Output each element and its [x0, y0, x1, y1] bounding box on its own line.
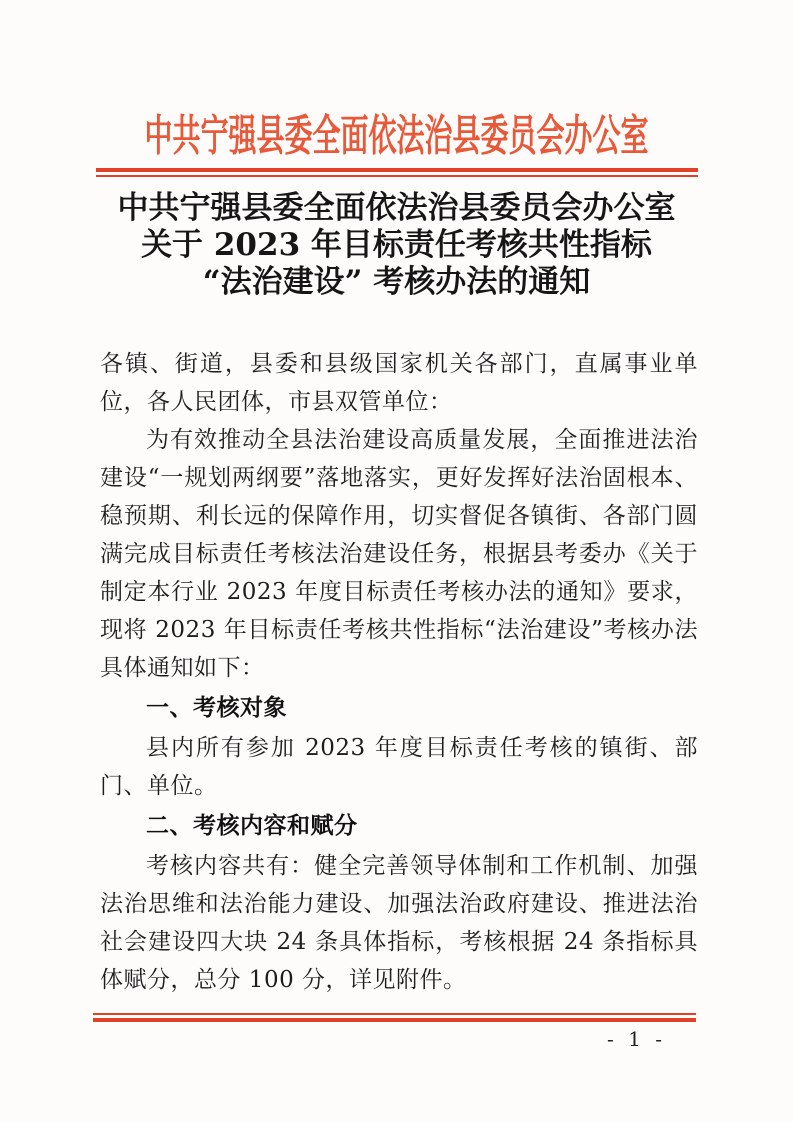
- page-footer: [93, 1013, 696, 1051]
- section-1-heading: 一、考核对象: [146, 695, 287, 721]
- title-line-1: 中共宁强县委全面依法治县委员会办公室: [117, 190, 676, 226]
- page-number: - 1 -: [607, 1027, 666, 1051]
- section-2-paragraph: 考核内容共有：健全完善领导体制和工作机制、加强法治思维和法治能力建设、加强法治政府建设、推进法治社会建设四大块 24 条具体指标，考核根据 24 条指标具体赋分，总分 100 分，详见附件。: [100, 853, 698, 993]
- letterhead-double-rule: [96, 168, 698, 177]
- title-line-2: 关于 2023 年目标责任考核共性指标: [141, 227, 652, 263]
- section-2-heading: 二、考核内容和赋分: [146, 813, 358, 839]
- document-body: [100, 345, 698, 999]
- footer-double-rule: [93, 1013, 696, 1022]
- salutation-line: 各镇、街道，县委和县级国家机关各部门，直属事业单位，各人民团体，市县双管单位：: [100, 351, 698, 415]
- letterhead-org-title: 中共宁强县委全面依法治县委员会办公室: [144, 109, 649, 162]
- section-1-paragraph: 县内所有参加 2023 年度目标责任考核的镇街、部门、单位。: [100, 735, 698, 799]
- document-title: [0, 190, 793, 301]
- intro-paragraph: 为有效推动全县法治建设高质量发展，全面推进法治建设“一规划两纲要”落地落实，更好发挥好法治固根本、稳预期、利长远的保障作用，切实督促各镇街、各部门圆满完成目标责任考核法治建设任务，根据县考委办《关于制定本行业 2023 年度目标责任考核办法的通知》要求，现将 2023 年目标责任考核共性指标“法治建设”考核办法具体通知如下：: [100, 427, 698, 681]
- letterhead-section: [0, 0, 793, 162]
- title-line-3: “法治建设” 考核办法的通知: [202, 264, 591, 300]
